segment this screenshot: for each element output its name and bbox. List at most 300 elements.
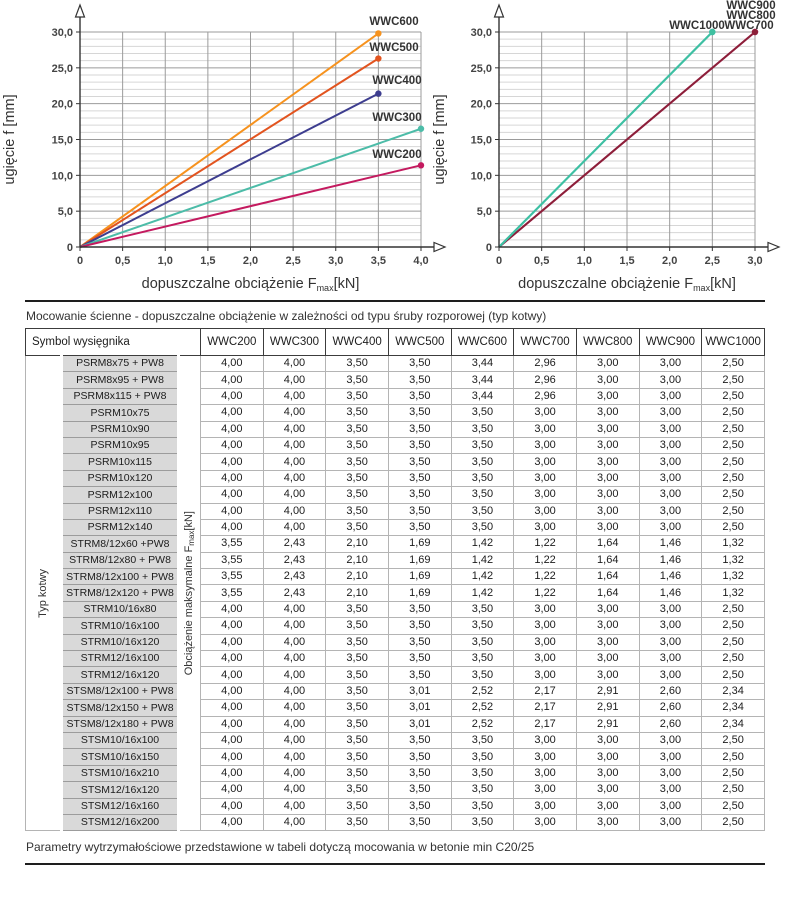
deflection-chart-left bbox=[0, 0, 455, 300]
table-cell: 3,00 bbox=[576, 405, 639, 421]
table-cell: 3,50 bbox=[326, 814, 389, 830]
table-cell: 3,00 bbox=[639, 732, 702, 748]
y-axis-arrow-icon bbox=[76, 5, 85, 17]
series-name-labels bbox=[669, 0, 775, 32]
table-cell: 3,50 bbox=[451, 634, 514, 650]
table-cell: 2,50 bbox=[702, 437, 765, 453]
table-cell: 3,00 bbox=[514, 651, 577, 667]
table-head bbox=[26, 329, 765, 356]
table-cell: 3,00 bbox=[576, 437, 639, 453]
series-endpoint-wwc500 bbox=[375, 55, 381, 61]
table-cell: 3,50 bbox=[326, 765, 389, 781]
table-cell: 2,50 bbox=[702, 388, 765, 404]
y-tick-label: 25,0 bbox=[470, 62, 492, 75]
table-cell: 3,00 bbox=[576, 667, 639, 683]
table-row bbox=[26, 798, 765, 814]
column-header-wwc1000: WWC1000 bbox=[702, 329, 765, 356]
table-cell: 3,50 bbox=[326, 716, 389, 732]
y-tick-label: 20,0 bbox=[51, 98, 73, 111]
table-cell: 2,50 bbox=[702, 372, 765, 388]
table-cell: 3,00 bbox=[514, 437, 577, 453]
table-row bbox=[26, 487, 765, 503]
table-cell: 2,50 bbox=[702, 421, 765, 437]
table-cell: 3,00 bbox=[576, 798, 639, 814]
table-cell: 3,50 bbox=[451, 601, 514, 617]
table-cell: 4,00 bbox=[201, 503, 264, 519]
table-cell: 2,17 bbox=[514, 700, 577, 716]
row-label: STSM8/12x150 + PW8 bbox=[62, 700, 179, 716]
table-cell: 1,46 bbox=[639, 585, 702, 601]
table-cell: 3,00 bbox=[514, 667, 577, 683]
table-cell: 3,00 bbox=[514, 519, 577, 535]
table-cell: 3,00 bbox=[514, 749, 577, 765]
table-cell: 3,00 bbox=[639, 634, 702, 650]
table-cell: 3,50 bbox=[388, 388, 451, 404]
anchor-table bbox=[25, 328, 765, 831]
table-cell: 3,00 bbox=[639, 667, 702, 683]
table-cell: 4,00 bbox=[263, 487, 326, 503]
table-cell: 3,50 bbox=[326, 798, 389, 814]
table-cell: 3,00 bbox=[514, 601, 577, 617]
table-cell: 4,00 bbox=[201, 683, 264, 699]
table-cell: 1,64 bbox=[576, 536, 639, 552]
table-cell: 2,91 bbox=[576, 683, 639, 699]
table-cell: 3,50 bbox=[388, 651, 451, 667]
row-label: STRM10/16x120 bbox=[62, 634, 179, 650]
table-cell: 2,50 bbox=[702, 519, 765, 535]
table-cell: 3,00 bbox=[639, 782, 702, 798]
table-cell: 4,00 bbox=[201, 700, 264, 716]
divider-bottom bbox=[25, 863, 765, 865]
table-cell: 3,00 bbox=[514, 487, 577, 503]
row-label: PSRM12x100 bbox=[62, 487, 179, 503]
table-cell: 3,00 bbox=[639, 454, 702, 470]
table-cell: 3,00 bbox=[639, 601, 702, 617]
table-cell: 2,34 bbox=[702, 683, 765, 699]
table-cell: 3,50 bbox=[326, 503, 389, 519]
row-label: STSM8/12x100 + PW8 bbox=[62, 683, 179, 699]
y-tick-label: 10,0 bbox=[470, 170, 492, 183]
table-cell: 1,42 bbox=[451, 552, 514, 568]
row-label: PSRM10x115 bbox=[62, 454, 179, 470]
table-corner-header: Symbol wysięgnika bbox=[26, 329, 201, 356]
table-cell: 3,50 bbox=[326, 749, 389, 765]
table-cell: 3,50 bbox=[388, 487, 451, 503]
table-row bbox=[26, 814, 765, 830]
row-label: STRM10/16x80 bbox=[62, 601, 179, 617]
table-cell: 2,17 bbox=[514, 683, 577, 699]
table-cell: 2,50 bbox=[702, 454, 765, 470]
table-cell: 1,46 bbox=[639, 536, 702, 552]
series-endpoint-wwc200 bbox=[418, 162, 424, 168]
table-cell: 4,00 bbox=[201, 454, 264, 470]
table-cell: 3,44 bbox=[451, 356, 514, 372]
table-cell: 2,34 bbox=[702, 700, 765, 716]
table-cell: 3,00 bbox=[514, 421, 577, 437]
table-cell: 4,00 bbox=[201, 421, 264, 437]
table-cell: 3,50 bbox=[451, 487, 514, 503]
table-cell: 3,50 bbox=[388, 667, 451, 683]
table-cell: 2,50 bbox=[702, 470, 765, 486]
table-cell: 3,50 bbox=[388, 765, 451, 781]
table-cell: 3,50 bbox=[388, 519, 451, 535]
table-cell: 3,50 bbox=[326, 487, 389, 503]
table-cell: 3,50 bbox=[451, 782, 514, 798]
column-header-wwc800: WWC800 bbox=[576, 329, 639, 356]
x-axis-title: dopuszczalne obciążenie $F_{max}[kN]$ bbox=[518, 276, 736, 293]
table-cell: 3,50 bbox=[326, 388, 389, 404]
table-cell: 3,00 bbox=[576, 732, 639, 748]
row-label: PSRM10x120 bbox=[62, 470, 179, 486]
table-cell: 3,00 bbox=[639, 651, 702, 667]
y-tick-label: 15,0 bbox=[51, 134, 73, 147]
table-cell: 4,00 bbox=[263, 651, 326, 667]
table-cell: 4,00 bbox=[263, 683, 326, 699]
table-cell: 2,91 bbox=[576, 700, 639, 716]
table-cell: 3,44 bbox=[451, 372, 514, 388]
table-cell: 3,55 bbox=[201, 536, 264, 552]
table-cell: 3,50 bbox=[388, 618, 451, 634]
table-cell: 4,00 bbox=[201, 356, 264, 372]
table-cell: 2,10 bbox=[326, 536, 389, 552]
table-cell: 3,50 bbox=[326, 700, 389, 716]
table-row bbox=[26, 569, 765, 585]
table-cell: 3,50 bbox=[326, 618, 389, 634]
table-cell: 3,50 bbox=[326, 732, 389, 748]
table-cell: 2,43 bbox=[263, 585, 326, 601]
table-cell: 3,00 bbox=[639, 814, 702, 830]
table-cell: 4,00 bbox=[201, 437, 264, 453]
table-cell: 1,32 bbox=[702, 536, 765, 552]
table-cell: 2,50 bbox=[702, 765, 765, 781]
series-label-wwc1000: WWC1000 bbox=[669, 20, 725, 32]
table-cell: 3,00 bbox=[576, 601, 639, 617]
table-cell: 2,96 bbox=[514, 372, 577, 388]
table-row bbox=[26, 634, 765, 650]
series-label-wwc200: WWC200 bbox=[372, 149, 422, 161]
row-label: STRM12/16x100 bbox=[62, 651, 179, 667]
y-tick-label: 30,0 bbox=[470, 27, 492, 39]
x-tick-label: 2,0 bbox=[662, 255, 678, 267]
table-cell: 2,10 bbox=[326, 552, 389, 568]
table-cell: 3,00 bbox=[514, 732, 577, 748]
x-tick-label: 1,0 bbox=[576, 255, 592, 267]
table-cell: 1,64 bbox=[576, 585, 639, 601]
table-row bbox=[26, 454, 765, 470]
table-cell: 3,50 bbox=[388, 814, 451, 830]
row-label: STRM8/12x80 + PW8 bbox=[62, 552, 179, 568]
table-cell: 2,50 bbox=[702, 814, 765, 830]
table-row bbox=[26, 651, 765, 667]
row-label: PSRM10x95 bbox=[62, 437, 179, 453]
table-cell: 3,00 bbox=[576, 651, 639, 667]
table-row bbox=[26, 716, 765, 732]
table-cell: 3,00 bbox=[514, 618, 577, 634]
table-cell: 3,01 bbox=[388, 683, 451, 699]
table-cell: 3,55 bbox=[201, 552, 264, 568]
table-cell: 3,00 bbox=[576, 356, 639, 372]
table-cell: 3,00 bbox=[514, 798, 577, 814]
table-cell: 3,00 bbox=[639, 487, 702, 503]
table-cell: 3,50 bbox=[326, 356, 389, 372]
table-row bbox=[26, 732, 765, 748]
table-cell: 3,50 bbox=[451, 749, 514, 765]
table-cell: 2,50 bbox=[702, 601, 765, 617]
table-cell: 3,50 bbox=[326, 421, 389, 437]
table-cell: 3,50 bbox=[388, 405, 451, 421]
table-cell: 4,00 bbox=[201, 798, 264, 814]
table-cell: 3,50 bbox=[326, 634, 389, 650]
table-cell: 3,50 bbox=[451, 470, 514, 486]
table-cell: 1,64 bbox=[576, 569, 639, 585]
table-cell: 4,00 bbox=[263, 356, 326, 372]
row-label: STRM10/16x100 bbox=[62, 618, 179, 634]
table-cell: 4,00 bbox=[263, 618, 326, 634]
x-tick-label: 2,5 bbox=[704, 255, 720, 267]
table-cell: 3,00 bbox=[576, 372, 639, 388]
table-cell: 2,52 bbox=[451, 683, 514, 699]
table-cell: 3,55 bbox=[201, 585, 264, 601]
table-cell: 1,32 bbox=[702, 569, 765, 585]
x-tick-label: 1,0 bbox=[157, 255, 173, 267]
series-label-wwc900: WWC900 bbox=[726, 0, 776, 12]
table-cell: 3,00 bbox=[576, 618, 639, 634]
y-axis-arrow-icon bbox=[495, 5, 504, 17]
table-cell: 3,00 bbox=[576, 454, 639, 470]
row-label: PSRM8x95 + PW8 bbox=[62, 372, 179, 388]
table-cell: 3,50 bbox=[451, 732, 514, 748]
x-tick-label: 0 bbox=[495, 255, 503, 267]
table-cell: 4,00 bbox=[263, 749, 326, 765]
table-cell: 3,00 bbox=[639, 405, 702, 421]
table-cell: 3,01 bbox=[388, 700, 451, 716]
row-label: STSM12/16x200 bbox=[62, 814, 179, 830]
row-label: STRM12/16x120 bbox=[62, 667, 179, 683]
row-label: STSM12/16x160 bbox=[62, 798, 179, 814]
table-cell: 1,46 bbox=[639, 569, 702, 585]
table-row bbox=[26, 683, 765, 699]
table-row bbox=[26, 552, 765, 568]
table-cell: 4,00 bbox=[201, 651, 264, 667]
typ-kotwy-vertical-label: Typ kotwy bbox=[26, 356, 62, 831]
table-cell: 3,50 bbox=[326, 470, 389, 486]
x-tick-label: 1,5 bbox=[200, 255, 216, 267]
column-header-wwc400: WWC400 bbox=[326, 329, 389, 356]
table-cell: 1,22 bbox=[514, 569, 577, 585]
table-cell: 3,50 bbox=[451, 437, 514, 453]
table-cell: 3,44 bbox=[451, 388, 514, 404]
table-cell: 4,00 bbox=[201, 634, 264, 650]
table-row bbox=[26, 536, 765, 552]
table-cell: 2,50 bbox=[702, 356, 765, 372]
table-cell: 4,00 bbox=[263, 667, 326, 683]
x-tick-label: 2,5 bbox=[285, 255, 301, 267]
charts-row bbox=[0, 0, 790, 300]
table-cell: 4,00 bbox=[263, 519, 326, 535]
table-cell: 4,00 bbox=[201, 782, 264, 798]
table-cell: 3,00 bbox=[514, 634, 577, 650]
table-cell: 4,00 bbox=[201, 618, 264, 634]
x-tick-label: 3,0 bbox=[328, 255, 344, 267]
table-row bbox=[26, 618, 765, 634]
table-cell: 3,50 bbox=[388, 372, 451, 388]
table-cell: 1,46 bbox=[639, 552, 702, 568]
table-cell: 2,60 bbox=[639, 716, 702, 732]
table-cell: 2,43 bbox=[263, 569, 326, 585]
table-cell: 3,00 bbox=[576, 487, 639, 503]
table-cell: 3,00 bbox=[576, 782, 639, 798]
series-label-wwc800: WWC800 bbox=[726, 10, 776, 22]
row-label: PSRM10x90 bbox=[62, 421, 179, 437]
table-row bbox=[26, 503, 765, 519]
table-cell: 2,60 bbox=[639, 700, 702, 716]
table-cell: 4,00 bbox=[263, 470, 326, 486]
table-cell: 4,00 bbox=[201, 470, 264, 486]
table-row bbox=[26, 765, 765, 781]
table-cell: 4,00 bbox=[263, 716, 326, 732]
table-cell: 3,50 bbox=[326, 519, 389, 535]
table-cell: 1,69 bbox=[388, 585, 451, 601]
footnote: Parametry wytrzymałościowe przedstawione w tabeli dotyczą mocowania w betonie min C20/25 bbox=[26, 840, 535, 855]
x-tick-label: 2,0 bbox=[242, 255, 259, 267]
table-cell: 3,50 bbox=[326, 667, 389, 683]
table-cell: 3,00 bbox=[514, 782, 577, 798]
x-axis-title: dopuszczalne obciążenie $F_{max}[kN]$ bbox=[141, 276, 360, 293]
table-cell: 2,50 bbox=[702, 618, 765, 634]
y-axis-title: ugięcie f [mm] bbox=[432, 94, 448, 185]
table-cell: 1,69 bbox=[388, 552, 451, 568]
row-label: PSRM8x75 + PW8 bbox=[62, 356, 179, 372]
table-cell: 3,50 bbox=[326, 651, 389, 667]
x-tick-label: 3,0 bbox=[747, 255, 763, 267]
column-header-wwc500: WWC500 bbox=[388, 329, 451, 356]
row-label: STSM8/12x180 + PW8 bbox=[62, 716, 179, 732]
table-cell: 4,00 bbox=[263, 601, 326, 617]
y-tick-label: 10,0 bbox=[51, 170, 73, 183]
table-cell: 1,42 bbox=[451, 569, 514, 585]
table-cell: 3,00 bbox=[576, 421, 639, 437]
table-cell: 3,00 bbox=[514, 503, 577, 519]
table-cell: 3,50 bbox=[388, 454, 451, 470]
y-tick-label: 0 bbox=[66, 242, 73, 254]
table-cell: 3,50 bbox=[451, 798, 514, 814]
table-cell: 4,00 bbox=[201, 749, 264, 765]
table-cell: 1,42 bbox=[451, 585, 514, 601]
table-cell: 2,10 bbox=[326, 569, 389, 585]
column-header-wwc300: WWC300 bbox=[263, 329, 326, 356]
table-cell: 4,00 bbox=[263, 503, 326, 519]
table-cell: 4,00 bbox=[263, 700, 326, 716]
table-cell: 3,50 bbox=[326, 454, 389, 470]
table-cell: 3,50 bbox=[326, 601, 389, 617]
y-axis-title: ugięcie f [mm] bbox=[2, 94, 18, 185]
table-cell: 4,00 bbox=[201, 388, 264, 404]
divider-top bbox=[25, 300, 765, 302]
table-row bbox=[26, 700, 765, 716]
table-row bbox=[26, 405, 765, 421]
table-cell: 4,00 bbox=[201, 667, 264, 683]
x-tick-label: 0 bbox=[76, 255, 84, 267]
table-cell: 2,10 bbox=[326, 585, 389, 601]
table-cell: 3,00 bbox=[639, 372, 702, 388]
load-max-vertical-label: Obciążenie maksymalne $F_{max}[kN]$ bbox=[179, 356, 201, 831]
series-line-wwc400 bbox=[80, 94, 378, 247]
table-cell: 3,00 bbox=[576, 388, 639, 404]
table-cell: 1,22 bbox=[514, 536, 577, 552]
table-cell: 4,00 bbox=[201, 601, 264, 617]
table-cell: 3,50 bbox=[326, 405, 389, 421]
table-cell: 1,22 bbox=[514, 585, 577, 601]
table-row bbox=[26, 470, 765, 486]
table-cell: 2,43 bbox=[263, 552, 326, 568]
table-cell: 1,22 bbox=[514, 552, 577, 568]
table-cell: 2,50 bbox=[702, 749, 765, 765]
table-cell: 3,50 bbox=[388, 356, 451, 372]
table-cell: 3,50 bbox=[388, 601, 451, 617]
table-cell: 4,00 bbox=[263, 388, 326, 404]
table-row bbox=[26, 519, 765, 535]
table-cell: 3,50 bbox=[451, 421, 514, 437]
table-cell: 2,91 bbox=[576, 716, 639, 732]
table-cell: 3,00 bbox=[576, 765, 639, 781]
table-cell: 2,60 bbox=[639, 683, 702, 699]
table-cell: 3,00 bbox=[576, 634, 639, 650]
data-series bbox=[499, 29, 758, 247]
table-cell: 3,01 bbox=[388, 716, 451, 732]
table-cell: 2,50 bbox=[702, 634, 765, 650]
row-label: STSM10/16x100 bbox=[62, 732, 179, 748]
table-cell: 3,50 bbox=[388, 798, 451, 814]
table-cell: 3,50 bbox=[388, 749, 451, 765]
table-cell: 3,00 bbox=[576, 519, 639, 535]
table-cell: 3,50 bbox=[326, 782, 389, 798]
row-label: STRM8/12x100 + PW8 bbox=[62, 569, 179, 585]
series-endpoint-wwc400 bbox=[375, 90, 381, 96]
table-cell: 4,00 bbox=[263, 372, 326, 388]
table-cell: 1,69 bbox=[388, 569, 451, 585]
table-cell: 3,50 bbox=[451, 519, 514, 535]
table-cell: 3,50 bbox=[388, 732, 451, 748]
row-label: PSRM12x110 bbox=[62, 503, 179, 519]
table-cell: 4,00 bbox=[263, 405, 326, 421]
table-cell: 4,00 bbox=[263, 437, 326, 453]
table-cell: 4,00 bbox=[201, 732, 264, 748]
table-cell: 4,00 bbox=[263, 798, 326, 814]
table-cell: 1,32 bbox=[702, 585, 765, 601]
table-row bbox=[26, 421, 765, 437]
y-tick-label: 30,0 bbox=[51, 27, 73, 39]
table-cell: 3,50 bbox=[451, 814, 514, 830]
row-label: STRM8/12x120 + PW8 bbox=[62, 585, 179, 601]
table-cell: 3,00 bbox=[576, 503, 639, 519]
column-header-wwc900: WWC900 bbox=[639, 329, 702, 356]
table-cell: 2,50 bbox=[702, 667, 765, 683]
table-cell: 4,00 bbox=[201, 814, 264, 830]
table-cell: 3,50 bbox=[388, 634, 451, 650]
table-cell: 4,00 bbox=[263, 634, 326, 650]
table-cell: 4,00 bbox=[201, 487, 264, 503]
table-cell: 2,50 bbox=[702, 405, 765, 421]
table-cell: 2,17 bbox=[514, 716, 577, 732]
table-cell: 3,50 bbox=[451, 765, 514, 781]
x-axis-arrow-icon bbox=[768, 243, 779, 252]
series-label-wwc300: WWC300 bbox=[372, 112, 422, 124]
row-label: PSRM10x75 bbox=[62, 405, 179, 421]
table-cell: 2,50 bbox=[702, 798, 765, 814]
table-cell: 3,50 bbox=[388, 503, 451, 519]
table-cell: 3,00 bbox=[576, 749, 639, 765]
row-label: STSM10/16x150 bbox=[62, 749, 179, 765]
